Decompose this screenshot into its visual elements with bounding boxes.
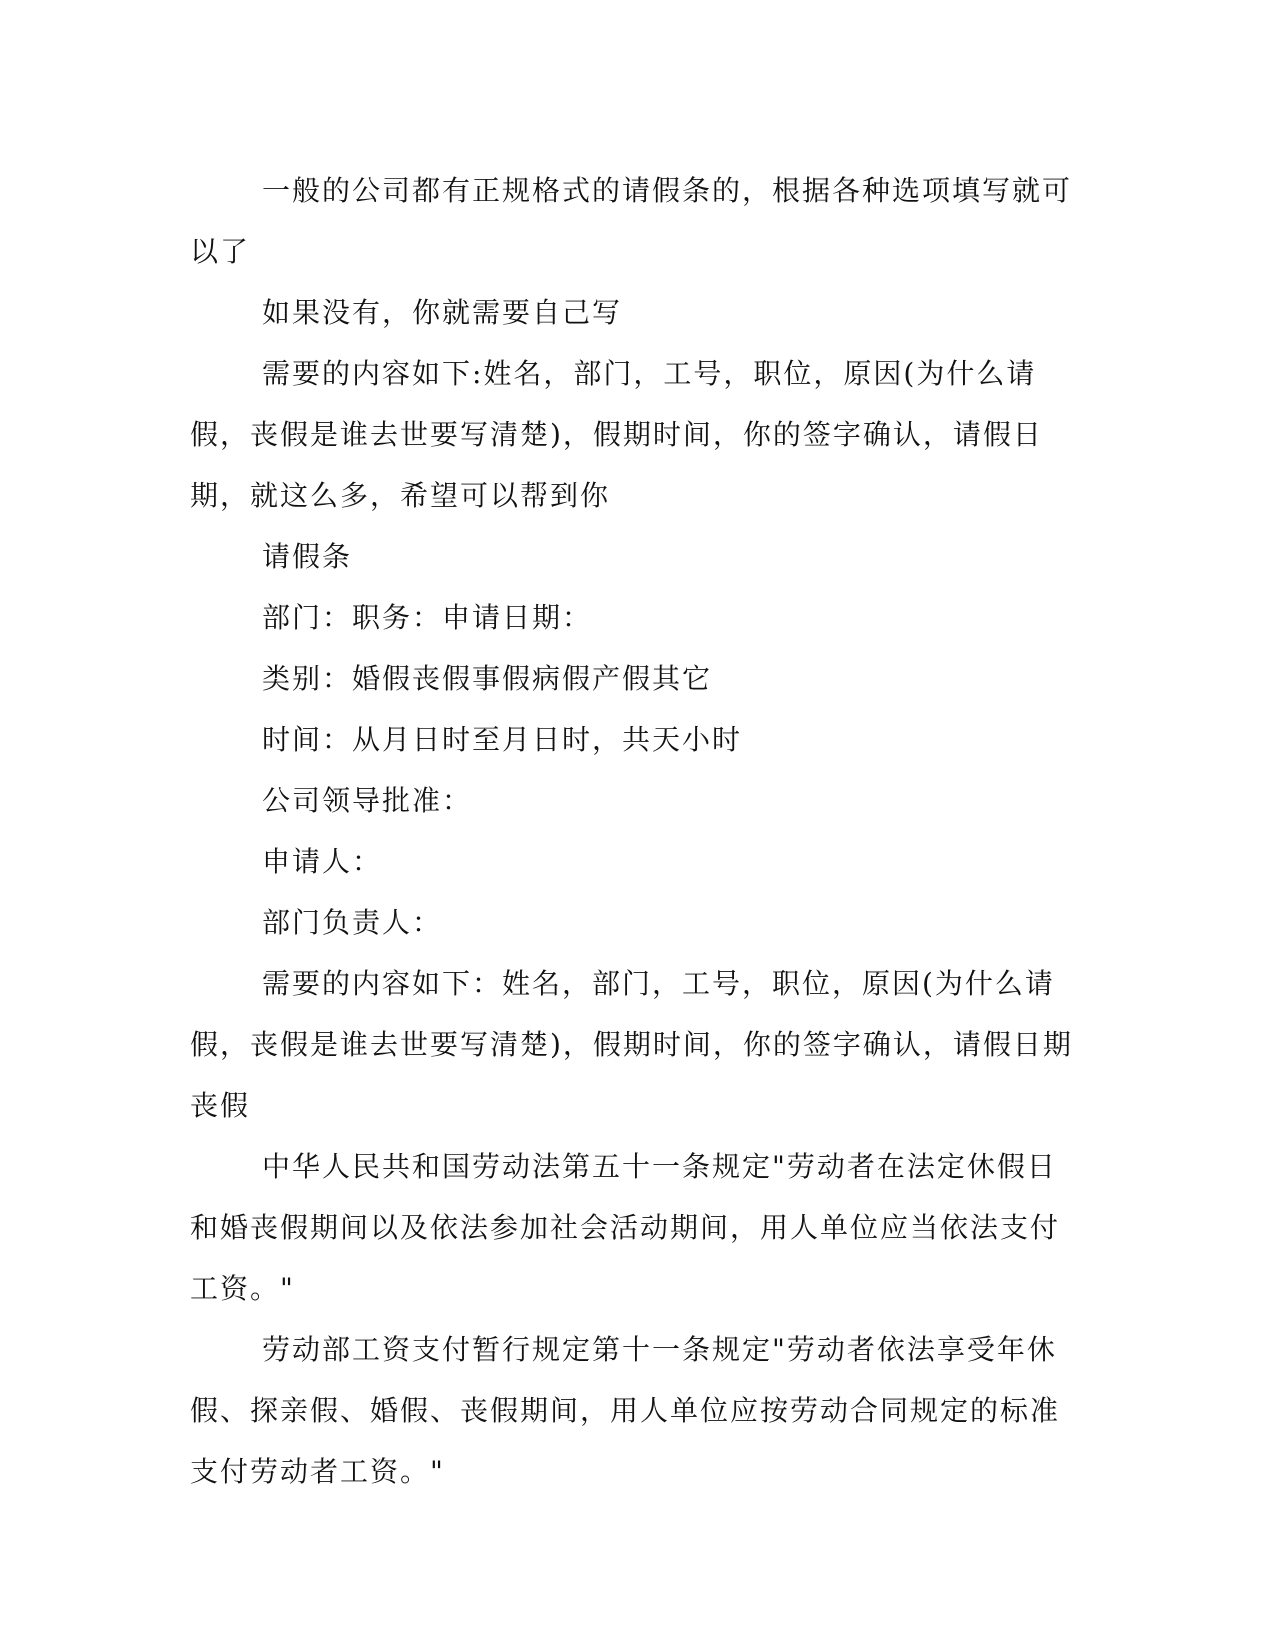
form-field-time: 时间：从月日时至月日时，共天小时 xyxy=(262,723,743,756)
form-field-category: 类别：婚假丧假事假病假产假其它 xyxy=(262,662,713,695)
form-title: 请假条 xyxy=(262,540,353,573)
document-body xyxy=(190,160,1080,1502)
form-field-applicant: 申请人： xyxy=(262,845,383,878)
paragraph-if-none: 如果没有，你就需要自己写 xyxy=(262,296,623,329)
form-field-manager: 部门负责人： xyxy=(262,906,443,939)
paragraph-required-content: 需要的内容如下:姓名，部门，工号，职位，原因(为什么请假，丧假是谁去世要写清楚)，假期时间，你的签字确认，请假日期，就这么多，希望可以帮到你 xyxy=(190,357,1043,512)
form-field-department: 部门：职务：申请日期： xyxy=(262,601,593,634)
paragraph-intro: 一般的公司都有正规格式的请假条的，根据各种选项填写就可以了 xyxy=(190,174,1073,268)
paragraph-required-content-repeat: 需要的内容如下：姓名，部门，工号，职位，原因(为什么请假，丧假是谁去世要写清楚)，假期时间，你的签字确认，请假日期丧假 xyxy=(190,967,1073,1122)
paragraph-labor-law: 中华人民共和国劳动法第五十一条规定"劳动者在法定休假日和婚丧假期间以及依法参加社会活动期间，用人单位应当依法支付工资。" xyxy=(190,1150,1061,1305)
form-field-approval: 公司领导批准： xyxy=(262,784,473,817)
paragraph-wage-regulation: 劳动部工资支付暂行规定第十一条规定"劳动者依法享受年休假、探亲假、婚假、丧假期间，用人单位应按劳动合同规定的标准支付劳动者工资。" xyxy=(190,1333,1061,1488)
